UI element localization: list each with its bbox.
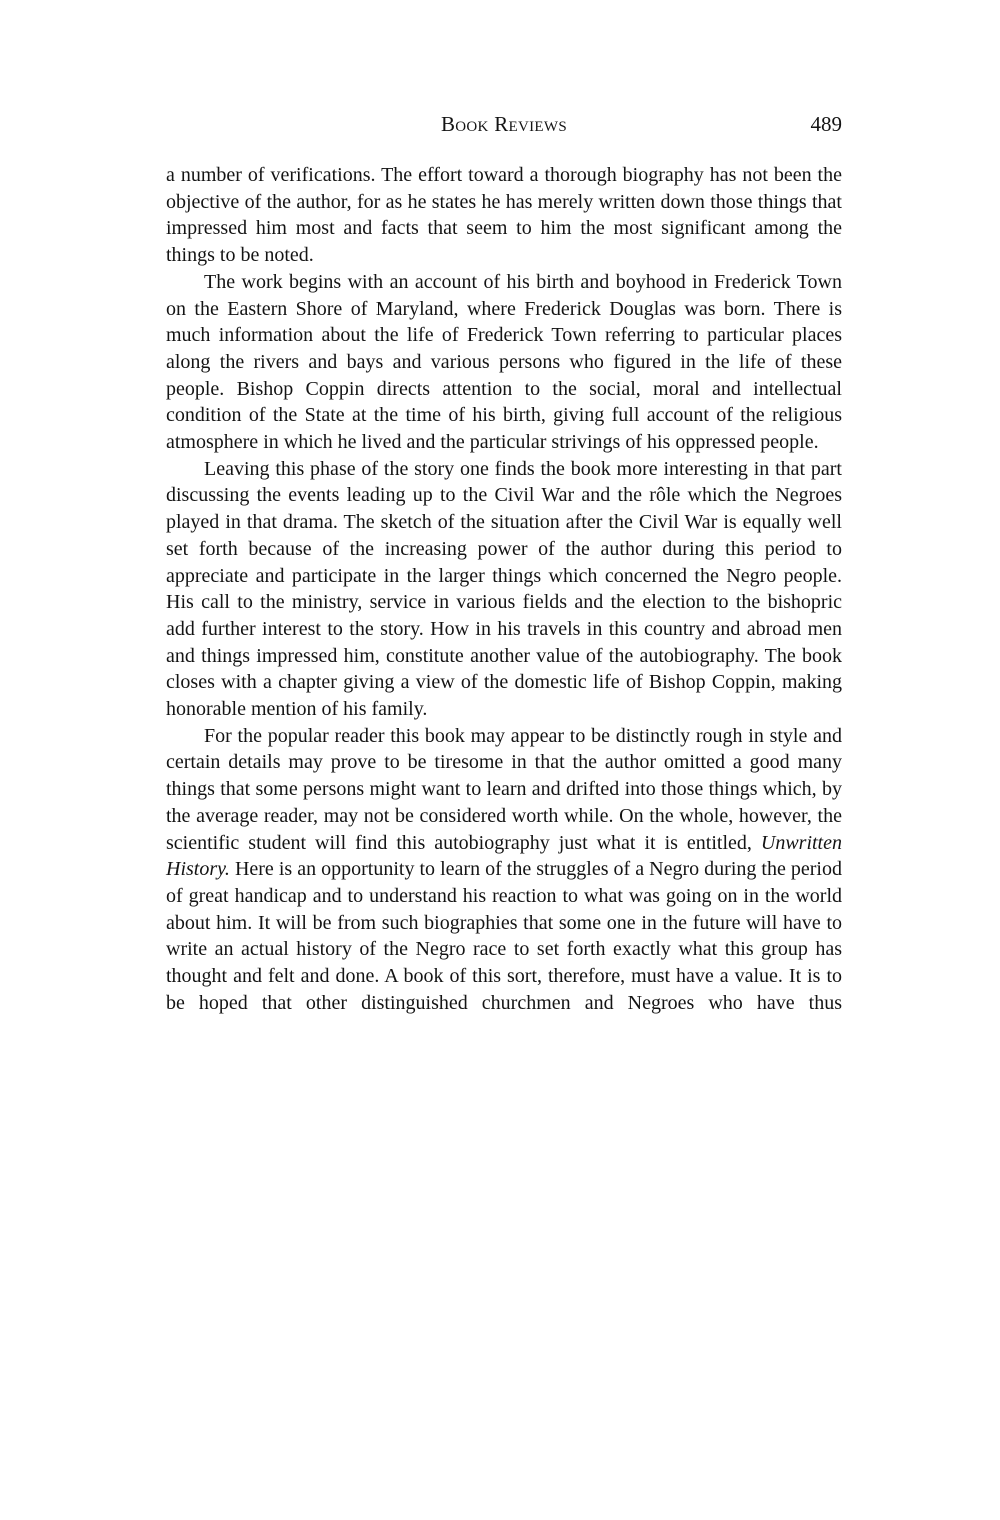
page-number: 489	[810, 112, 842, 136]
paragraph-4-end: Here is an opportunity to learn of the struggles of a Negro during the period of great handicap and to understand his reaction to what was going on in the world about him. It will be from such biographies that some one in the future will have to write an actual history of the Negro race to set forth exactly what this group has thought and felt and done. A book of this sort, therefore, must have a value. It is to be hoped that other distinguished churchmen and Negroes who have thus	[166, 858, 842, 1014]
running-title: Book Reviews	[440, 112, 567, 136]
paragraph-4-start: For the popular reader this book may appear to be distinctly rough in style and certain details may prove to be tiresome in that the author omitted a good many things that some persons might want to learn and drifted into those things which, by the average reader, may not be considered worth while. On the whole, however, the scientific student will find this autobiography just what it is entitled,	[166, 724, 842, 854]
review-body	[166, 162, 842, 1017]
paragraph-3: Leaving this phase of the story one finds the book more interesting in that part discussing the events leading up to the Civil War and the rôle which the Negroes played in that drama. The sketch of the situation after the Civil War is equally well set forth because of the increasing power of the author during this period to appreciate and participate in the larger things which concerned the Negro people. His call to the ministry, service in various fields and the election to the bishopric add further interest to the story. How in his travels in this country and abroad men and things impressed him, constitute another value of the autobiography. The book closes with a chapter giving a view of the domestic life of Bishop Coppin, making honorable mention of his family.	[166, 457, 842, 721]
paragraph-2: The work begins with an account of his birth and boyhood in Frederick Town on the Eastern Shore of Maryland, where Frederick Douglas was born. There is much information about the life of Frederick Town referring to particular places along the rivers and bays and various persons who figured in the life of these people. Bishop Coppin directs attention to the social, moral and intellectual condition of the State at the time of his birth, giving full account of the religious atmosphere in which he lived and the particular strivings of his oppressed people.	[166, 270, 842, 454]
running-head	[166, 112, 842, 144]
paragraph-4	[166, 723, 842, 1017]
paragraph-1: a number of verifications. The effort toward a thorough biography has not been the objective of the author, for as he states he has merely written down those things that impressed him most and facts that seem to him the most significant among the things to be noted.	[166, 164, 842, 267]
book-title-italic: Unwritten History.	[166, 831, 842, 881]
